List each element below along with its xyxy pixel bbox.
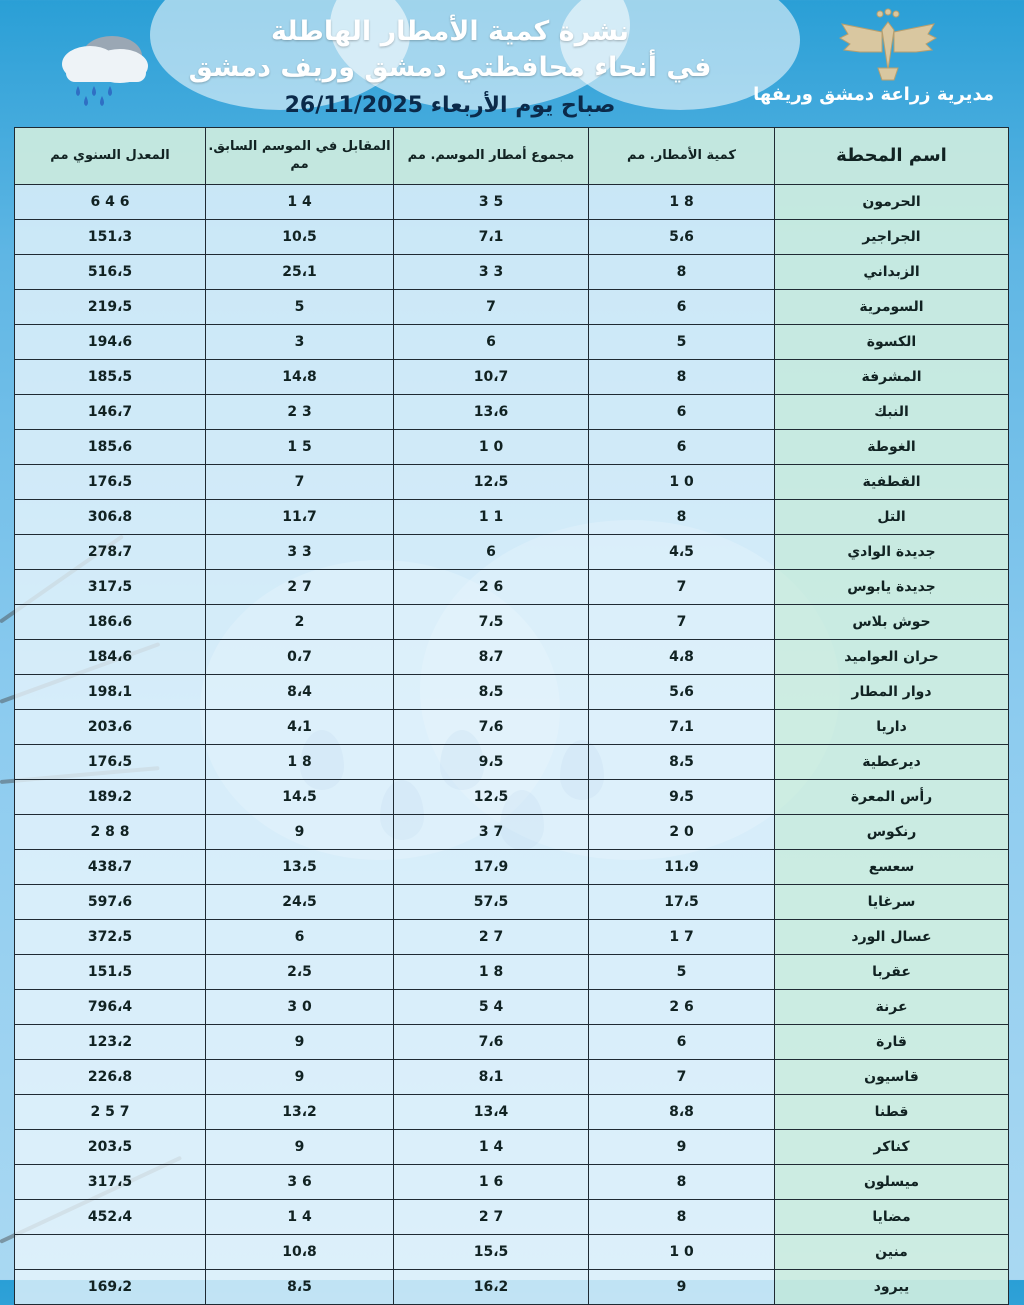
annual-average-cell: 203،6 [15, 710, 206, 745]
season-total-cell: 7 [394, 290, 589, 325]
station-name-cell: عسال الورد [775, 920, 1009, 955]
previous-season-cell: 3 2 [206, 395, 394, 430]
station-name-cell: التل [775, 500, 1009, 535]
season-total-cell: 7،6 [394, 710, 589, 745]
season-total-cell: 7،6 [394, 1025, 589, 1060]
previous-season-cell: 2 [206, 605, 394, 640]
table-row [15, 885, 1009, 920]
table-row [15, 465, 1009, 500]
rain-amount-cell: 8 [589, 360, 775, 395]
season-total-cell: 6 2 [394, 570, 589, 605]
annual-average-cell: 226،8 [15, 1060, 206, 1095]
season-total-cell: 7،5 [394, 605, 589, 640]
station-name-cell: ميسلون [775, 1165, 1009, 1200]
season-total-cell: 5 3 [394, 185, 589, 220]
previous-season-cell: 8،4 [206, 675, 394, 710]
table-row [15, 1235, 1009, 1270]
rain-amount-cell: 7 [589, 570, 775, 605]
table-row [15, 990, 1009, 1025]
previous-season-cell: 9 [206, 1025, 394, 1060]
season-total-cell: 16،2 [394, 1270, 589, 1305]
annual-average-cell: 438،7 [15, 850, 206, 885]
previous-season-cell: 5 [206, 290, 394, 325]
annual-average-cell: 306،8 [15, 500, 206, 535]
season-total-cell: 7 3 [394, 815, 589, 850]
station-name-cell: رنكوس [775, 815, 1009, 850]
annual-average-cell: 317،5 [15, 1165, 206, 1200]
season-total-cell: 8،5 [394, 675, 589, 710]
station-name-cell: حوش بلاس [775, 605, 1009, 640]
season-total-cell: 3 3 [394, 255, 589, 290]
station-name-cell: مضايا [775, 1200, 1009, 1235]
previous-season-cell: 25،1 [206, 255, 394, 290]
table-row [15, 220, 1009, 255]
rain-amount-cell: 17،5 [589, 885, 775, 920]
season-total-cell: 12،5 [394, 780, 589, 815]
rain-amount-cell: 11،9 [589, 850, 775, 885]
rain-amount-cell: 7 [589, 605, 775, 640]
table-row [15, 1095, 1009, 1130]
rain-amount-cell: 5،6 [589, 220, 775, 255]
table-row [15, 780, 1009, 815]
rainfall-table [14, 127, 1009, 1305]
annual-average-cell: 185،5 [15, 360, 206, 395]
rain-amount-cell: 9 [589, 1130, 775, 1165]
station-name-cell: الكسوة [775, 325, 1009, 360]
station-name-cell: يبرود [775, 1270, 1009, 1305]
annual-average-cell [15, 1235, 206, 1270]
table-row [15, 185, 1009, 220]
rain-amount-cell: 0 1 [589, 465, 775, 500]
table-row [15, 570, 1009, 605]
rain-amount-cell: 7،1 [589, 710, 775, 745]
table-row [15, 360, 1009, 395]
table-row [15, 1200, 1009, 1235]
table-row [15, 640, 1009, 675]
season-total-cell: 7 2 [394, 920, 589, 955]
table-row [15, 955, 1009, 990]
rain-cloud-icon [50, 28, 160, 108]
previous-season-cell: 13،5 [206, 850, 394, 885]
annual-average-cell: 184،6 [15, 640, 206, 675]
bulletin-header [0, 0, 1024, 125]
annual-average-cell: 796،4 [15, 990, 206, 1025]
season-total-cell: 8،1 [394, 1060, 589, 1095]
previous-season-cell: 0 3 [206, 990, 394, 1025]
title-line-2: في أنحاء محافظتي دمشق وريف دمشق [188, 52, 712, 83]
station-name-cell: سرغايا [775, 885, 1009, 920]
rain-amount-cell: 6 [589, 290, 775, 325]
annual-average-cell: 317،5 [15, 570, 206, 605]
annual-average-cell: 189،2 [15, 780, 206, 815]
table-row [15, 535, 1009, 570]
previous-season-cell: 5 1 [206, 430, 394, 465]
station-name-cell: المشرفة [775, 360, 1009, 395]
bulletin-title [160, 14, 740, 124]
table-row [15, 605, 1009, 640]
rain-amount-cell: 8 [589, 500, 775, 535]
annual-average-cell: 6 4 6 [15, 185, 206, 220]
rain-amount-cell: 8 [589, 255, 775, 290]
table-row [15, 395, 1009, 430]
rain-amount-cell: 6 [589, 1025, 775, 1060]
previous-season-cell: 3 3 [206, 535, 394, 570]
season-total-cell: 8 1 [394, 955, 589, 990]
annual-average-cell: 151،3 [15, 220, 206, 255]
previous-season-cell: 9 [206, 1060, 394, 1095]
station-name-cell: الزبداني [775, 255, 1009, 290]
season-total-cell: 8،7 [394, 640, 589, 675]
annual-average-cell: 146،7 [15, 395, 206, 430]
rain-amount-cell: 6 2 [589, 990, 775, 1025]
annual-average-cell: 185،6 [15, 430, 206, 465]
station-name-cell: ديرعطية [775, 745, 1009, 780]
season-total-cell: 1 1 [394, 500, 589, 535]
station-name-cell: السومرية [775, 290, 1009, 325]
season-total-cell: 6 1 [394, 1165, 589, 1200]
station-name-cell: الحرمون [775, 185, 1009, 220]
station-name-cell: جديدة يابوس [775, 570, 1009, 605]
station-name-header: اسم المحطة [775, 128, 1009, 185]
season-total-header: مجموع أمطار الموسم. مم [394, 128, 589, 185]
station-name-cell: منين [775, 1235, 1009, 1270]
station-name-cell: كناكر [775, 1130, 1009, 1165]
annual-average-cell: 186،6 [15, 605, 206, 640]
rain-amount-cell: 7 [589, 1060, 775, 1095]
station-name-cell: حران العواميد [775, 640, 1009, 675]
rain-amount-cell: 5،6 [589, 675, 775, 710]
station-name-cell: جديدة الوادي [775, 535, 1009, 570]
season-total-cell: 12،5 [394, 465, 589, 500]
season-total-cell: 17،9 [394, 850, 589, 885]
station-name-cell: سعسع [775, 850, 1009, 885]
table-row [15, 255, 1009, 290]
season-total-cell: 13،6 [394, 395, 589, 430]
organization-name: مديرية زراعة دمشق وريفها [753, 84, 994, 105]
rain-amount-cell: 9،5 [589, 780, 775, 815]
previous-season-cell: 2،5 [206, 955, 394, 990]
station-name-cell: الجراجير [775, 220, 1009, 255]
annual-average-cell: 169،2 [15, 1270, 206, 1305]
annual-average-cell: 219،5 [15, 290, 206, 325]
previous-season-cell: 9 [206, 815, 394, 850]
table-row [15, 850, 1009, 885]
table-row [15, 1025, 1009, 1060]
annual-average-cell: 597،6 [15, 885, 206, 920]
table-row [15, 1165, 1009, 1200]
table-row [15, 675, 1009, 710]
rain-amount-cell: 4،8 [589, 640, 775, 675]
season-total-cell: 4 1 [394, 1130, 589, 1165]
station-name-cell: الغوطة [775, 430, 1009, 465]
rain-amount-cell: 7 1 [589, 920, 775, 955]
eagle-emblem-icon [838, 8, 938, 84]
rain-amount-cell: 4،5 [589, 535, 775, 570]
annual-average-cell: 176،5 [15, 465, 206, 500]
previous-season-cell: 14،8 [206, 360, 394, 395]
previous-season-cell: 6 [206, 920, 394, 955]
rain-amount-cell: 5 [589, 955, 775, 990]
table-row [15, 325, 1009, 360]
station-name-cell: رأس المعرة [775, 780, 1009, 815]
rain-amount-cell: 8،5 [589, 745, 775, 780]
annual-average-cell: 123،2 [15, 1025, 206, 1060]
table-row [15, 920, 1009, 955]
previous-season-cell: 8 1 [206, 745, 394, 780]
previous-season-cell: 7 [206, 465, 394, 500]
previous-season-cell: 10،5 [206, 220, 394, 255]
annual-average-cell: 372،5 [15, 920, 206, 955]
previous-season-cell: 8،5 [206, 1270, 394, 1305]
station-name-cell: دوار المطار [775, 675, 1009, 710]
station-name-cell: قاسيون [775, 1060, 1009, 1095]
previous-season-cell: 4،1 [206, 710, 394, 745]
previous-season-cell: 4 1 [206, 1200, 394, 1235]
table-row [15, 1270, 1009, 1305]
season-total-cell: 10،7 [394, 360, 589, 395]
title-line-1: نشرة كمية الأمطار الهاطلة [271, 16, 629, 47]
rain-amount-cell: 9 [589, 1270, 775, 1305]
rain-amount-cell: 6 [589, 395, 775, 430]
rain-amount-cell: 0 1 [589, 1235, 775, 1270]
previous-season-cell: 4 1 [206, 185, 394, 220]
previous-season-cell: 24،5 [206, 885, 394, 920]
previous-season-cell: 7 2 [206, 570, 394, 605]
bulletin-date: صباح يوم الأربعاء 26/11/2025 [284, 93, 616, 118]
annual-average-cell: 7 5 2 [15, 1095, 206, 1130]
annual-average-cell: 194،6 [15, 325, 206, 360]
rain-amount-cell: 8 1 [589, 185, 775, 220]
season-total-cell: 15،5 [394, 1235, 589, 1270]
previous-season-cell: 11،7 [206, 500, 394, 535]
annual-average-header: المعدل السنوي مم [15, 128, 206, 185]
station-name-cell: عقربا [775, 955, 1009, 990]
season-total-cell: 6 [394, 535, 589, 570]
rain-amount-cell: 8 [589, 1165, 775, 1200]
rain-amount-cell: 6 [589, 430, 775, 465]
rain-amount-cell: 0 2 [589, 815, 775, 850]
previous-season-cell: 9 [206, 1130, 394, 1165]
previous-season-cell: 0،7 [206, 640, 394, 675]
station-name-cell: قطنا [775, 1095, 1009, 1130]
station-name-cell: داريا [775, 710, 1009, 745]
annual-average-cell: 176،5 [15, 745, 206, 780]
table-body [15, 185, 1009, 1305]
table-row [15, 815, 1009, 850]
previous-season-cell: 10،8 [206, 1235, 394, 1270]
station-name-cell: النبك [775, 395, 1009, 430]
season-total-cell: 7 2 [394, 1200, 589, 1235]
table-row [15, 1130, 1009, 1165]
annual-average-cell: 516،5 [15, 255, 206, 290]
season-total-cell: 9،5 [394, 745, 589, 780]
season-total-cell: 4 5 [394, 990, 589, 1025]
rain-amount-header: كمية الأمطار. مم [589, 128, 775, 185]
table-row [15, 430, 1009, 465]
season-total-cell: 13،4 [394, 1095, 589, 1130]
table-header-row [15, 128, 1009, 185]
station-name-cell: القطفية [775, 465, 1009, 500]
season-total-cell: 0 1 [394, 430, 589, 465]
table-row [15, 290, 1009, 325]
previous-season-cell: 3 [206, 325, 394, 360]
annual-average-cell: 151،5 [15, 955, 206, 990]
table-row [15, 745, 1009, 780]
table-row [15, 710, 1009, 745]
station-name-cell: قارة [775, 1025, 1009, 1060]
table-row [15, 500, 1009, 535]
rain-amount-cell: 5 [589, 325, 775, 360]
table-row [15, 1060, 1009, 1095]
season-total-cell: 6 [394, 325, 589, 360]
annual-average-cell: 8 8 2 [15, 815, 206, 850]
station-name-cell: عرنة [775, 990, 1009, 1025]
previous-season-header: المقابل في الموسم السابق. مم [206, 128, 394, 185]
rain-amount-cell: 8 [589, 1200, 775, 1235]
season-total-cell: 57،5 [394, 885, 589, 920]
previous-season-cell: 6 3 [206, 1165, 394, 1200]
rain-amount-cell: 8،8 [589, 1095, 775, 1130]
previous-season-cell: 13،2 [206, 1095, 394, 1130]
annual-average-cell: 452،4 [15, 1200, 206, 1235]
annual-average-cell: 203،5 [15, 1130, 206, 1165]
annual-average-cell: 278،7 [15, 535, 206, 570]
season-total-cell: 7،1 [394, 220, 589, 255]
annual-average-cell: 198،1 [15, 675, 206, 710]
previous-season-cell: 14،5 [206, 780, 394, 815]
